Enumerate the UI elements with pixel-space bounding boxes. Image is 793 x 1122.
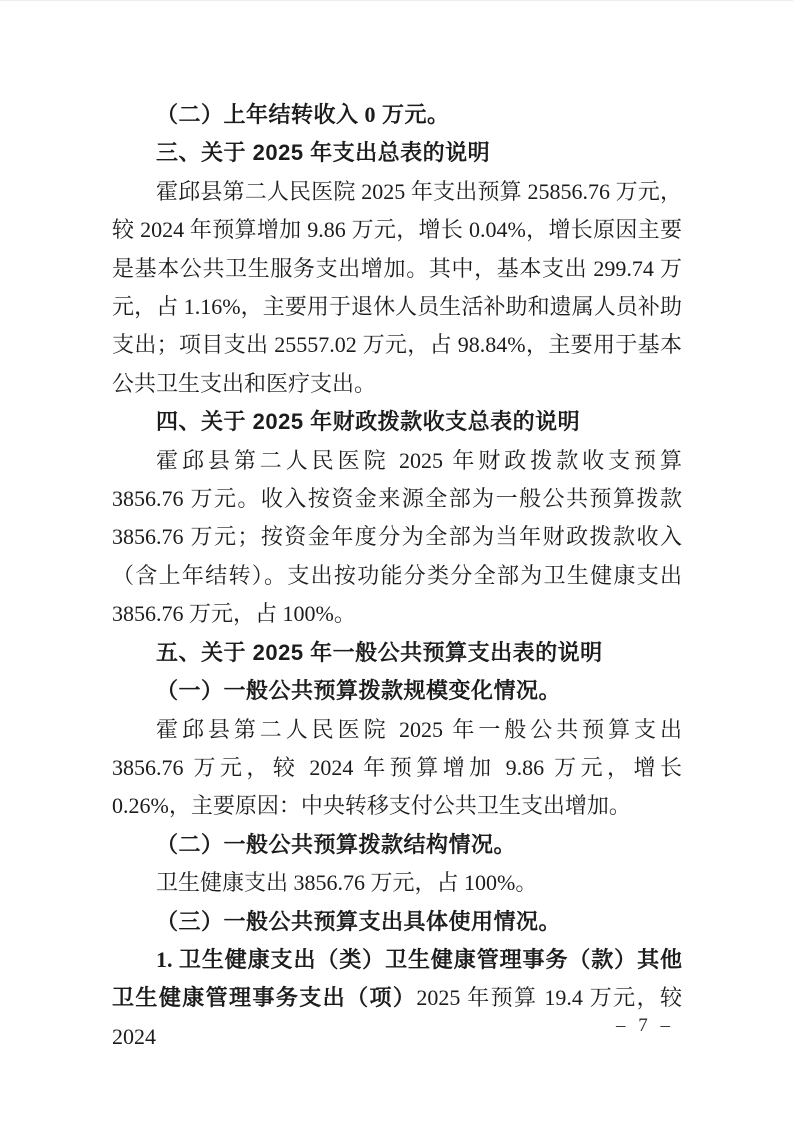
- subheading-5-2-structure: （二）一般公共预算拨款结构情况。: [156, 831, 517, 857]
- subheading-5-1-scale-change: （一）一般公共预算拨款规模变化情况。: [156, 678, 562, 704]
- para-item-1-health-expenditure: [112, 941, 682, 1056]
- para-section-3-body: 霍邱县第二人民医院 2025 年支出预算 25856.76 万元，较 2024 年预算增加 9.86 万元，增长 0.04%，增长原因主要是基本公共卫生服务支出增加。其中，基本支出 299.74 万元，占 1.16%，主要用于退休人员生活补助和遗属人员补助支出；项目支出 25557.02 万元，占 98.84%，主要用于基本公共卫生支出和医疗支出。: [112, 178, 682, 396]
- heading-section-5-general-budget: 五、关于 2025 年一般公共预算支出表的说明: [156, 639, 603, 665]
- subitem-carryover-income: （二）上年结转收入 0 万元。: [156, 102, 450, 127]
- document-body: [112, 96, 682, 1056]
- subheading-5-3-usage: （三）一般公共预算支出具体使用情况。: [156, 908, 562, 934]
- page-number: – 7 –: [616, 1015, 674, 1036]
- item-1-bold-text: 1. 卫生健康支出（类）卫生健康管理事务（款）其他卫生健康管理事务支出（项）: [112, 946, 682, 1011]
- heading-section-4-fiscal-appropriation: 四、关于 2025 年财政拨款收支总表的说明: [156, 409, 581, 435]
- para-section-4-body: 霍邱县第二人民医院 2025 年财政拨款收支预算 3856.76 万元。收入按资金来源全部为一般公共预算拨款 3856.76 万元；按资金年度分为全部为当年财政拨款收入（含上年结转）。支出按功能分类分全部为卫生健康支出 3856.76 万元，占 100%。: [112, 447, 682, 627]
- para-5-2-body: 卫生健康支出 3856.76 万元，占 100%。: [156, 870, 538, 896]
- para-5-1-body: 霍邱县第二人民医院 2025 年一般公共预算支出 3856.76 万元，较 2024 年预算增加 9.86 万元，增长 0.26%，主要原因：中央转移支付公共卫生支出增加。: [112, 716, 682, 819]
- heading-section-3-expenditure: 三、关于 2025 年支出总表的说明: [156, 140, 491, 166]
- page-footer: [112, 1015, 682, 1037]
- item-1-regular-text: 2025 年预算 19.4 万元，较 2024: [112, 985, 682, 1049]
